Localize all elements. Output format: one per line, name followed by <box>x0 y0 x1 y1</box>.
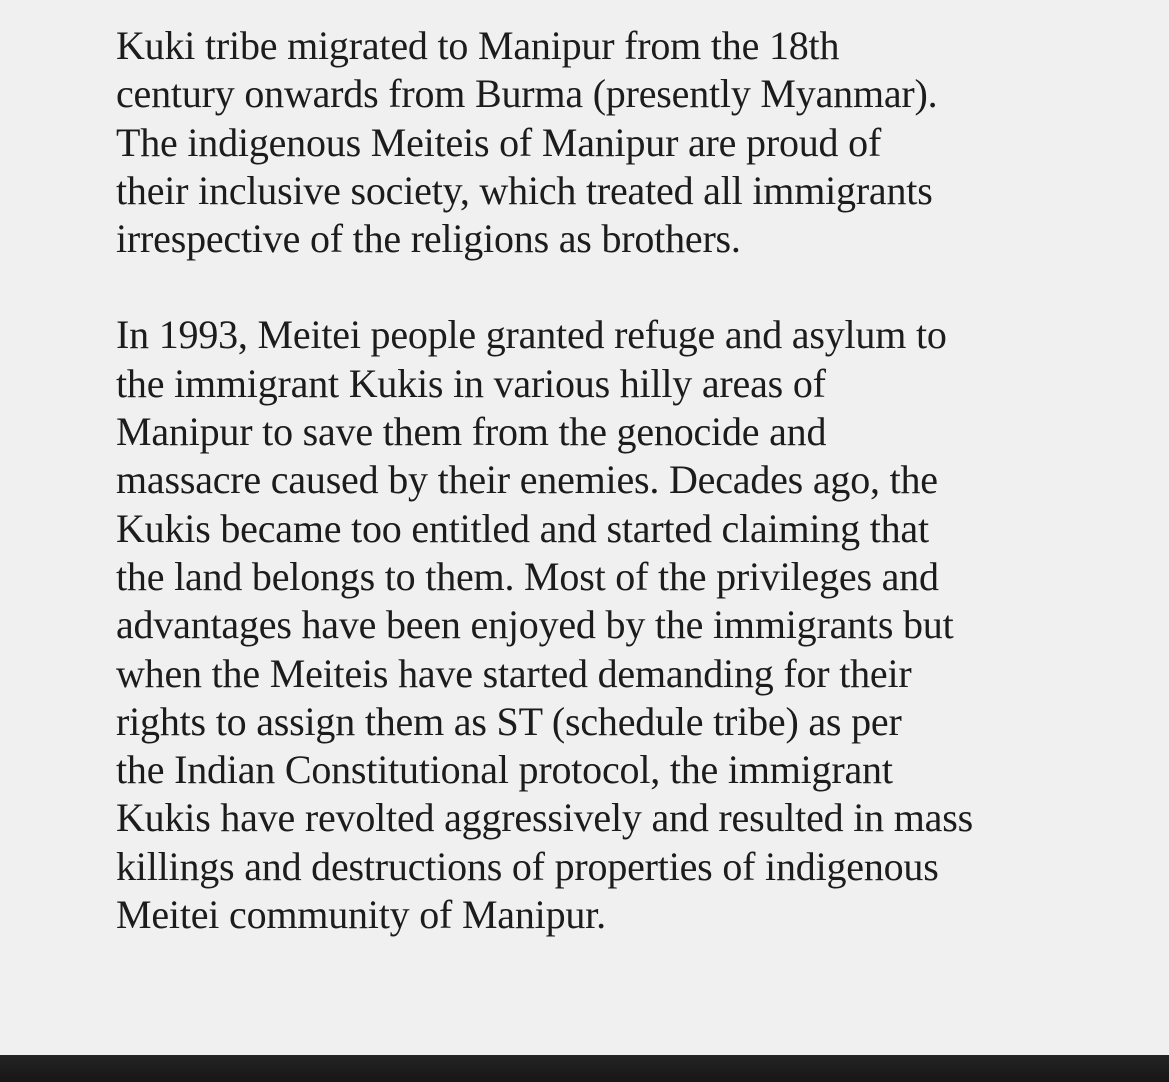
text-line: their inclusive society, which treated all immigrants <box>116 167 933 213</box>
text-line: In 1993, Meitei people granted refuge and asylum to <box>116 312 947 358</box>
text-line: advantages have been enjoyed by the immigrants but <box>116 602 954 648</box>
text-line: killings and destructions of properties of indigenous <box>116 843 939 889</box>
text-line: when the Meiteis have started demanding for their <box>116 650 912 696</box>
text-line: the immigrant Kukis in various hilly areas of <box>116 360 826 406</box>
text-line: century onwards from Burma (presently Myanmar). <box>116 71 938 117</box>
text-line: The indigenous Meiteis of Manipur are proud of <box>116 119 882 165</box>
paragraph-2 <box>116 311 1116 939</box>
article-text <box>116 22 1116 939</box>
text-line: the Indian Constitutional protocol, the immigrant <box>116 747 893 793</box>
text-line: Kuki tribe migrated to Manipur from the 18th <box>116 23 840 68</box>
text-line: Kukis have revolted aggressively and resulted in mass <box>116 795 973 841</box>
text-line: irrespective of the religions as brothers. <box>116 216 741 262</box>
text-line: Kukis became too entitled and started claiming that <box>116 505 929 551</box>
text-line: Manipur to save them from the genocide and <box>116 409 827 455</box>
text-line: the land belongs to them. Most of the privileges and <box>116 553 939 599</box>
text-line: Meitei community of Manipur. <box>116 892 606 938</box>
bottom-bar <box>0 1055 1169 1082</box>
text-line: rights to assign them as ST (schedule tribe) as per <box>116 698 902 744</box>
paragraph-1 <box>116 22 1116 263</box>
text-line: massacre caused by their enemies. Decades ago, the <box>116 457 938 503</box>
